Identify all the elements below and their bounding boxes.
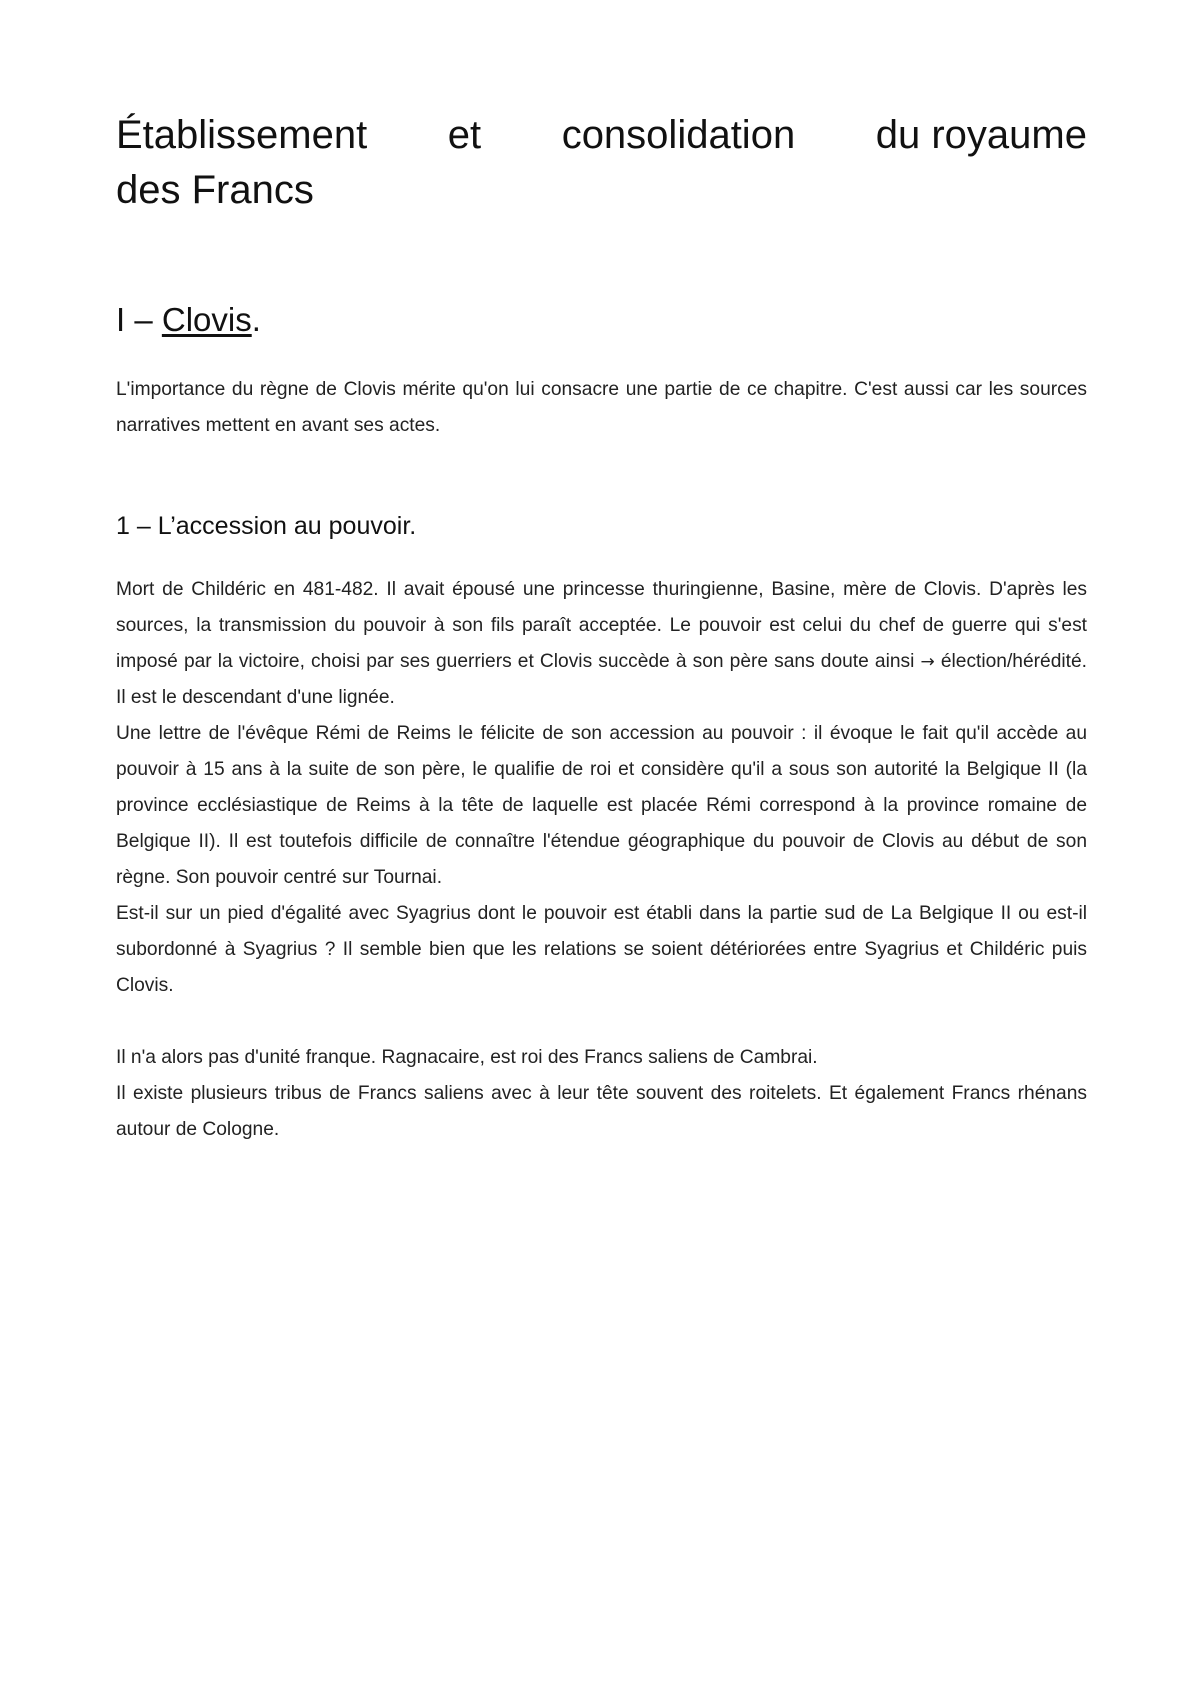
subsection-heading: 1 – L’accession au pouvoir. [116, 512, 417, 540]
paragraph-1-continued: élection/hérédité. Il est le descendant d'une lignée. [116, 651, 1087, 708]
section-name: Clovis [161, 301, 252, 338]
paragraph-3: Est-il sur un pied d'égalité avec Syagrius dont le pouvoir est établi dans la partie sud de La Belgique II ou est-il subordonné à Syagrius ? Il semble bien que les relations se soient détériorées entre Syagrius et Childéric puis Clovis. [116, 903, 1087, 996]
section-prefix: I – [116, 301, 162, 338]
paragraph-5: Il existe plusieurs tribus de Francs saliens avec à leur tête souvent des roitelets. Et également Francs rhénans autour de Cologne. [116, 1083, 1087, 1140]
document-title [116, 108, 1087, 218]
document-page [116, 108, 1087, 1140]
paragraph-1-text: Mort de Childéric en 481-482. Il avait épousé une princesse thuringienne, Basine, mère de Clovis. D'après les sources, la transmission du pouvoir à son fils paraît acceptée. Le pouvoir est celui du chef de guerre qui s'est imposé par la victoire, choisi par ses guerriers et Clovis succède à son père sans doute ainsi [116, 579, 1087, 672]
arrow-symbol: → [920, 652, 935, 672]
title-word-1: Établissement [116, 113, 368, 157]
intro-paragraph: L'importance du règne de Clovis mérite qu'on lui consacre une partie de ce chapitre. C'est aussi car les sources narratives mettent en avant ses actes. [116, 379, 1087, 436]
section-suffix: . [251, 301, 261, 338]
paragraph-4: Il n'a alors pas d'unité franque. Ragnacaire, est roi des Francs saliens de Cambrai. [116, 1047, 818, 1068]
section-heading [116, 300, 261, 340]
paragraph-2: Une lettre de l'évêque Rémi de Reims le félicite de son accession au pouvoir : il évoque le fait qu'il accède au pouvoir à 15 ans à la suite de son père, le qualifie de roi et considère qu'il a sous son autorité la Belgique II (la province ecclésiastique de Reims à la tête de laquelle est placée Rémi correspond à la province romaine de Belgique II). Il est toutefois difficile de connaître l'étendue géographique du pouvoir de Clovis au début de son règne. Son pouvoir centré sur Tournai. [116, 723, 1087, 888]
title-word-3: consolidation [561, 113, 796, 157]
paragraph-1 [116, 572, 1087, 716]
title-line-2: des Francs [116, 168, 314, 212]
title-word-4: du royaume [875, 113, 1087, 157]
paragraph-gap [116, 1004, 1087, 1040]
title-word-2: et [447, 113, 482, 157]
title-line-1 [116, 108, 1087, 163]
body-text [116, 572, 1087, 1148]
